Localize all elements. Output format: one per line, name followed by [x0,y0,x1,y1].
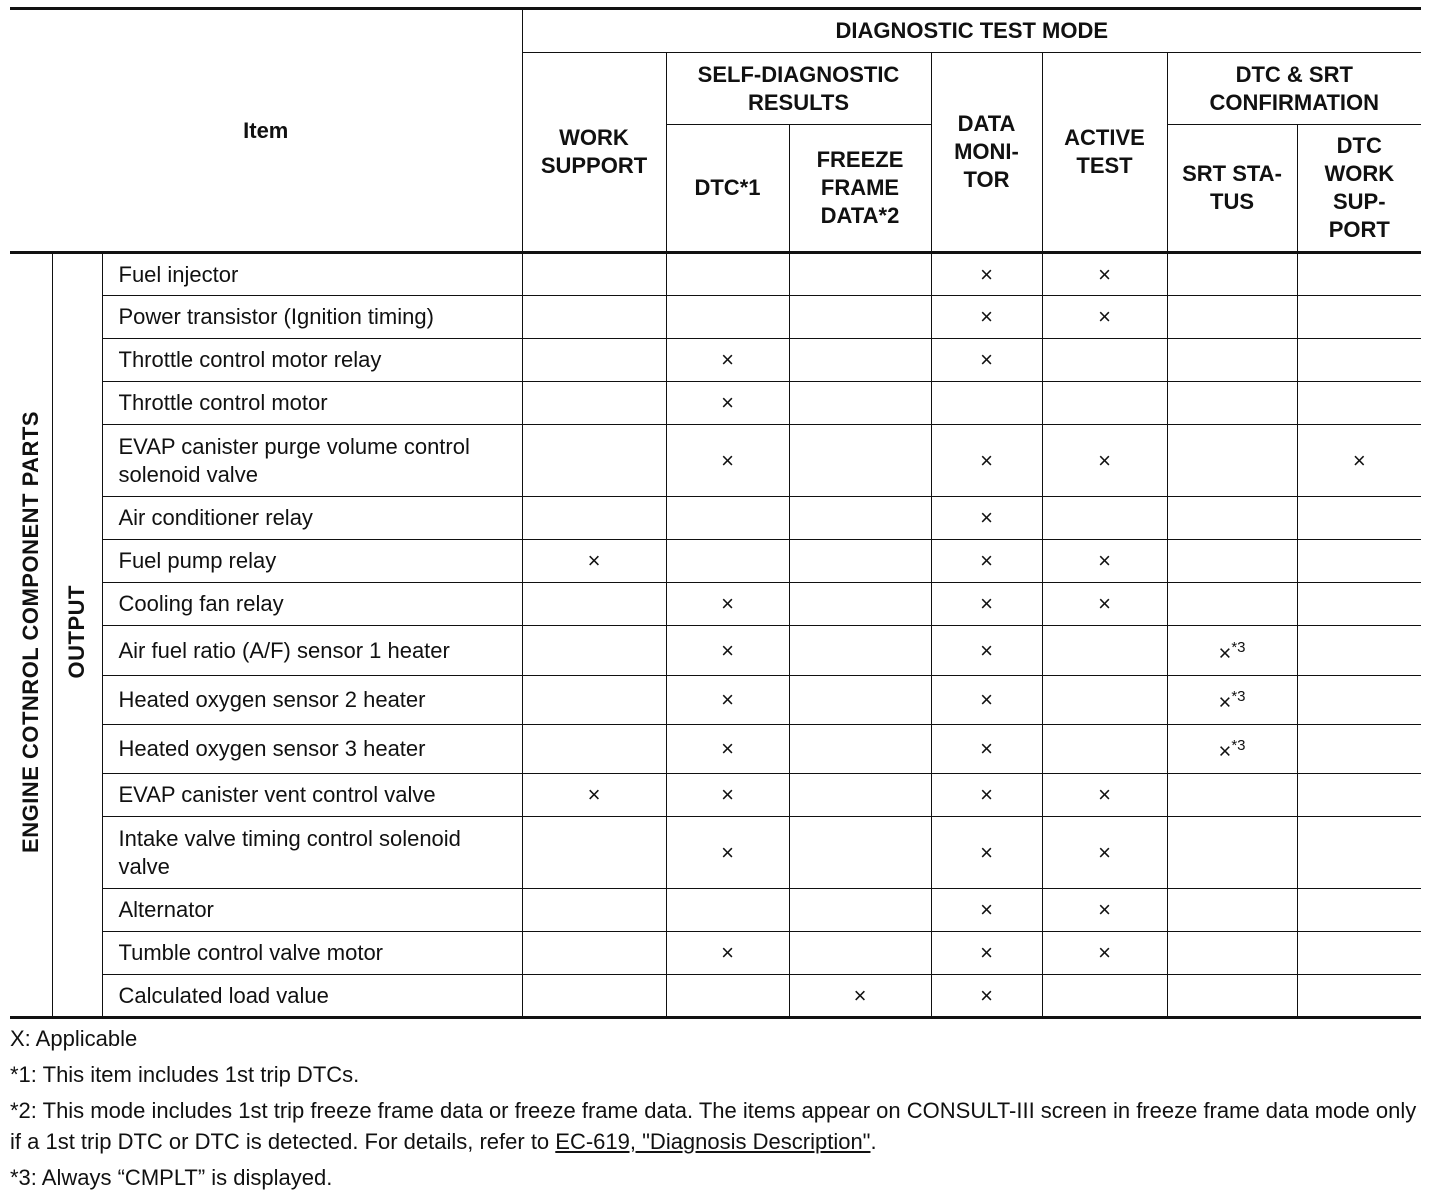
applicable-mark: × [980,304,993,329]
applicable-mark: × [980,637,993,663]
table-row [10,975,1421,1018]
applicable-mark: × [980,782,993,807]
cell-dtc-work-support [1297,725,1421,774]
cell-work-support [522,626,666,676]
cell-freeze-frame [789,583,931,626]
cell-dtc [666,296,789,339]
cell-active-test [1042,725,1167,774]
applicable-mark: × [980,347,993,372]
header-active-test: ACTIVE TEST [1042,53,1167,253]
header-self-diagnostic-results: SELF-DIAGNOSTIC RESULTS [666,53,931,125]
table-row [10,583,1421,626]
cell-active-test [1042,774,1167,817]
cell-dtc-work-support [1297,497,1421,540]
cell-dtc-work-support [1297,817,1421,889]
header-freeze-frame-data: FREEZE FRAME DATA*2 [789,125,931,253]
table-row [10,676,1421,725]
item-name: Throttle control motor relay [102,339,522,382]
applicable-mark: × [980,591,993,616]
cell-data-monitor [931,253,1042,296]
cell-dtc [666,339,789,382]
item-name: Heated oxygen sensor 3 heater [102,725,522,774]
cell-active-test [1042,889,1167,932]
cell-srt-status [1167,889,1297,932]
cell-dtc [666,725,789,774]
footnote-marker: *3 [1231,638,1246,656]
cell-data-monitor [931,774,1042,817]
cell-freeze-frame [789,889,931,932]
note-2-text: *2: This mode includes 1st trip freeze frame data or freeze frame data. The items appear on CONSULT-III screen in freeze frame data mode only if a 1st trip DTC or DTC is detected. For details, refer to [10,1098,1417,1154]
cell-dtc [666,583,789,626]
applicable-mark: × [721,447,734,473]
cell-srt-status [1167,626,1297,676]
cell-dtc-work-support [1297,583,1421,626]
item-name: Air conditioner relay [102,497,522,540]
note-1: *1: This item includes 1st trip DTCs. [10,1062,360,1087]
cell-srt-status [1167,497,1297,540]
applicable-mark: × [721,390,734,415]
cell-dtc-work-support [1297,540,1421,583]
cell-freeze-frame [789,676,931,725]
diagnostic-test-mode-table [10,7,1421,1019]
group-label-cell [10,253,52,1018]
cell-freeze-frame [789,497,931,540]
cell-active-test [1042,339,1167,382]
cell-dtc [666,253,789,296]
cell-active-test [1042,540,1167,583]
cell-srt-status [1167,975,1297,1018]
cell-srt-status [1167,540,1297,583]
applicable-mark: × [721,687,734,712]
cell-srt-status [1167,253,1297,296]
cell-dtc [666,889,789,932]
cell-dtc [666,540,789,583]
cell-work-support [522,253,666,296]
subgroup-label-cell [52,253,102,1018]
applicable-mark: × [980,687,993,712]
applicable-mark: × [1098,839,1111,865]
table-row [10,626,1421,676]
cell-dtc-work-support [1297,425,1421,497]
cell-work-support [522,975,666,1018]
cell-freeze-frame [789,253,931,296]
item-name: Cooling fan relay [102,583,522,626]
item-name: Calculated load value [102,975,522,1018]
footnote-marker: *3 [1231,737,1246,755]
applicable-mark: × [721,940,734,965]
note-3: *3: Always “CMPLT” is displayed. [10,1165,333,1190]
item-name: Throttle control motor [102,382,522,425]
header-dtc-work-support: DTC WORK SUP- PORT [1297,125,1421,253]
cell-dtc [666,425,789,497]
note-2 [10,1095,1425,1157]
cell-dtc-work-support [1297,339,1421,382]
cell-work-support [522,774,666,817]
cell-work-support [522,725,666,774]
item-name: EVAP canister purge volume control solenoid valve [102,425,522,497]
applicable-mark: × [721,736,734,761]
cell-data-monitor [931,296,1042,339]
cell-active-test [1042,382,1167,425]
cell-dtc [666,497,789,540]
cell-freeze-frame [789,425,931,497]
applicable-mark: × [587,782,601,807]
table-row [10,932,1421,975]
header-diagnostic-test-mode: DIAGNOSTIC TEST MODE [522,9,1421,53]
cell-dtc [666,774,789,817]
cell-srt-status [1167,382,1297,425]
cell-data-monitor [931,497,1042,540]
applicable-mark: × [721,637,734,663]
footnotes [10,1023,1425,1198]
item-name: Fuel pump relay [102,540,522,583]
cell-active-test [1042,497,1167,540]
cell-data-monitor [931,339,1042,382]
header-srt-status: SRT STA- TUS [1167,125,1297,253]
applicable-mark: × [1218,640,1232,666]
subgroup-label: OUTPUT [64,584,89,679]
cell-srt-status [1167,676,1297,725]
cell-dtc-work-support [1297,253,1421,296]
applicable-mark: × [1098,261,1111,287]
applicable-mark: × [1218,738,1232,764]
cell-data-monitor [931,540,1042,583]
applicable-mark: × [721,591,734,616]
cell-work-support [522,425,666,497]
table-row [10,296,1421,339]
applicable-mark: × [721,782,734,807]
cell-srt-status [1167,817,1297,889]
applicable-mark: × [1098,940,1111,965]
item-name: Power transistor (Ignition timing) [102,296,522,339]
cell-freeze-frame [789,540,931,583]
cell-dtc-work-support [1297,889,1421,932]
cell-active-test [1042,626,1167,676]
applicable-mark: × [1352,447,1366,473]
cell-active-test [1042,583,1167,626]
applicable-mark: × [980,505,993,530]
cell-freeze-frame [789,932,931,975]
cell-work-support [522,583,666,626]
applicable-mark: × [980,548,993,573]
cell-dtc [666,626,789,676]
cell-dtc [666,932,789,975]
cell-active-test [1042,932,1167,975]
cell-active-test [1042,253,1167,296]
cell-work-support [522,339,666,382]
cell-active-test [1042,676,1167,725]
table-row [10,497,1421,540]
cell-data-monitor [931,425,1042,497]
cell-srt-status [1167,583,1297,626]
cell-active-test [1042,975,1167,1018]
header-work-support: WORK SUPPORT [522,53,666,253]
table-row [10,425,1421,497]
applicable-mark: × [980,839,993,865]
applicable-mark: × [721,347,734,372]
cell-work-support [522,540,666,583]
cell-work-support [522,296,666,339]
applicable-mark: × [980,261,993,287]
applicable-mark: × [1098,782,1111,807]
applicable-mark: × [721,839,734,865]
cell-data-monitor [931,932,1042,975]
cell-freeze-frame [789,774,931,817]
item-name: Fuel injector [102,253,522,296]
cell-dtc [666,975,789,1018]
applicable-mark: × [1098,897,1111,922]
table-row [10,725,1421,774]
table-row [10,382,1421,425]
cell-srt-status [1167,774,1297,817]
cell-active-test [1042,296,1167,339]
cell-work-support [522,932,666,975]
applicable-mark: × [980,940,993,965]
cell-dtc [666,676,789,725]
cell-dtc-work-support [1297,774,1421,817]
item-name: EVAP canister vent control valve [102,774,522,817]
cell-work-support [522,889,666,932]
applicable-mark: × [1098,447,1111,473]
cell-data-monitor [931,676,1042,725]
cell-freeze-frame [789,626,931,676]
cell-data-monitor [931,975,1042,1018]
applicable-mark: × [587,548,601,573]
header-item: Item [10,9,522,253]
cell-freeze-frame [789,817,931,889]
item-name: Air fuel ratio (A/F) sensor 1 heater [102,626,522,676]
header-dtc: DTC*1 [666,125,789,253]
applicable-mark: × [853,982,867,1008]
cell-active-test [1042,817,1167,889]
note-applicable: X: Applicable [10,1026,138,1051]
applicable-mark: × [1098,304,1111,329]
table-row [10,339,1421,382]
applicable-mark: × [980,736,993,761]
cell-active-test [1042,425,1167,497]
table-row [10,540,1421,583]
table-row [10,817,1421,889]
table-row [10,253,1421,296]
cell-dtc-work-support [1297,932,1421,975]
item-name: Alternator [102,889,522,932]
cell-freeze-frame [789,382,931,425]
item-name: Intake valve timing control solenoid valve [102,817,522,889]
cell-srt-status [1167,296,1297,339]
cell-srt-status [1167,725,1297,774]
table-row [10,889,1421,932]
applicable-mark: × [1098,548,1111,573]
cell-freeze-frame [789,975,931,1018]
cell-srt-status [1167,932,1297,975]
cell-work-support [522,497,666,540]
cell-freeze-frame [789,339,931,382]
header-data-monitor: DATA MONI- TOR [931,53,1042,253]
footnote-marker: *3 [1231,688,1246,706]
cell-srt-status [1167,339,1297,382]
cell-freeze-frame [789,725,931,774]
cell-work-support [522,382,666,425]
diagnosis-description-link[interactable]: EC-619, "Diagnosis Description" [555,1129,871,1154]
applicable-mark: × [1218,689,1232,715]
cell-dtc-work-support [1297,296,1421,339]
cell-work-support [522,676,666,725]
item-name: Tumble control valve motor [102,932,522,975]
applicable-mark: × [980,897,993,922]
table-row [10,774,1421,817]
group-label: ENGINE COTNROL COMPONENT PARTS [17,410,43,853]
cell-dtc [666,382,789,425]
cell-work-support [522,817,666,889]
cell-data-monitor [931,725,1042,774]
cell-data-monitor [931,626,1042,676]
cell-dtc-work-support [1297,676,1421,725]
applicable-mark: × [1098,591,1111,616]
cell-data-monitor [931,583,1042,626]
cell-data-monitor [931,382,1042,425]
header-dtc-srt-confirmation: DTC & SRT CONFIRMATION [1167,53,1421,125]
cell-dtc-work-support [1297,975,1421,1018]
cell-data-monitor [931,817,1042,889]
applicable-mark: × [980,982,993,1008]
cell-dtc-work-support [1297,382,1421,425]
cell-dtc [666,817,789,889]
cell-data-monitor [931,889,1042,932]
note-2-suffix: . [870,1129,877,1154]
item-name: Heated oxygen sensor 2 heater [102,676,522,725]
cell-freeze-frame [789,296,931,339]
cell-srt-status [1167,425,1297,497]
applicable-mark: × [980,447,993,473]
cell-dtc-work-support [1297,626,1421,676]
